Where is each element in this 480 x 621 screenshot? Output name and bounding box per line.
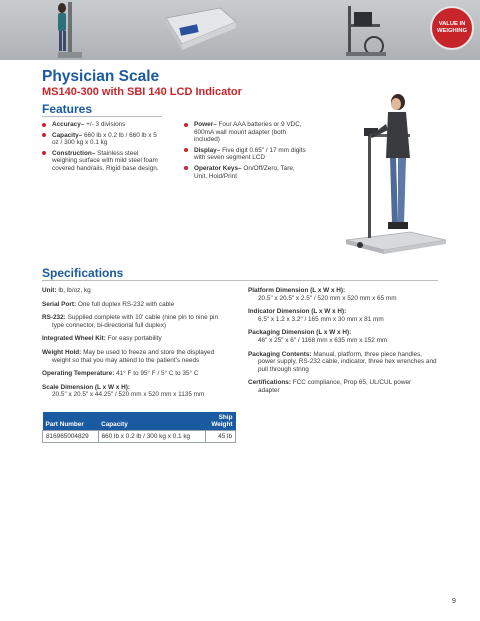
page-title: Physician Scale bbox=[42, 68, 160, 85]
value-in-weighing-badge bbox=[430, 6, 474, 50]
physician-scale-photo bbox=[340, 84, 448, 256]
specifications-divider bbox=[42, 280, 438, 281]
feature-item: Capacity– 660 lb x 0.2 lb / 660 lb x 5 oz / 300 kg x 0.1 kg bbox=[42, 132, 160, 147]
specs-column-left bbox=[42, 287, 242, 399]
spec-packaging-dimension: Packaging Dimension (L x W x H): 46" x 25" x 6" / 1168 mm x 635 mm x 152 mm bbox=[248, 329, 388, 344]
bullet-icon bbox=[184, 166, 188, 170]
spec-scale-dimension: Scale Dimension (L x W x H): 20.5" x 20.5" x 44.25" / 520 mm x 520 mm x 1135 mm bbox=[42, 383, 205, 399]
bullet-icon bbox=[184, 148, 188, 152]
header-ship-weight: Ship Weight bbox=[205, 412, 235, 431]
specifications-heading: Specifications bbox=[42, 266, 124, 280]
features-heading: Features bbox=[42, 102, 93, 116]
bullet-icon bbox=[42, 151, 46, 155]
features-list-right bbox=[184, 121, 306, 183]
cell-capacity: 660 lb x 0.2 lb / 300 kg x 0.1 kg bbox=[98, 431, 205, 443]
table-row bbox=[43, 431, 236, 443]
top-banner bbox=[0, 0, 480, 60]
spec-packaging-contents: Packaging Contents: Manual, platform, three piece handles, power supply, RS-232 cable, indicator, three hex wrenches and pull through string bbox=[248, 350, 437, 373]
header-part-number: Part Number bbox=[43, 412, 99, 431]
feature-item: Power– Four AAA batteries or 9 VDC, 600mA wall mount adapter (both included) bbox=[184, 121, 306, 144]
model-subtitle: MS140-300 with SBI 140 LCD Indicator bbox=[42, 86, 242, 98]
badge-line-2: WEIGHING bbox=[437, 28, 467, 34]
feature-item: Construction– Stainless steel weighing surface with mild steel foam covered handrails. Rigid base design. bbox=[42, 150, 160, 173]
specs-column-right bbox=[248, 287, 444, 395]
spec-operating-temp: Operating Temperature: 41° F to 95° F / 5° C to 35° C bbox=[42, 370, 199, 378]
feature-item: Accuracy– +/- 3 divisions bbox=[42, 121, 160, 129]
table-header-row bbox=[43, 412, 236, 431]
part-number-table bbox=[42, 412, 236, 443]
feature-item: Display– Five digit 0.65" / 17 mm digits with seven segment LCD bbox=[184, 147, 306, 162]
page-number: 9 bbox=[452, 598, 456, 605]
features-divider bbox=[42, 116, 162, 117]
digital-scale-image bbox=[160, 4, 240, 54]
spec-certifications: Certifications: FCC compliance, Prop 65, UL/CUL power adapter bbox=[248, 379, 412, 394]
bullet-icon bbox=[42, 133, 46, 137]
bullet-icon bbox=[184, 123, 188, 127]
wheelchair-scale-image bbox=[344, 2, 390, 58]
spec-platform-dimension: Platform Dimension (L x W x H): 20.5" x 20.5" x 2.5" / 520 mm x 520 mm x 65 mm bbox=[248, 287, 397, 302]
spec-weight-hold: Weight Hold: May be used to freeze and store the displayed weight so that you may attend to the patient's needs bbox=[42, 348, 215, 364]
spec-serial-port: Serial Port: One full duplex RS-232 with cable bbox=[42, 300, 175, 308]
spec-indicator-dimension: Indicator Dimension (L x W x H): 6.5" x 1.2 x 3.2" / 165 mm x 30 mm x 81 mm bbox=[248, 308, 384, 323]
header-capacity: Capacity bbox=[98, 412, 205, 431]
spec-rs232: RS-232: Supplied complete with 10' cable (nine pin to nine pin type connector, bi-directional full duplex) bbox=[42, 314, 219, 329]
spec-unit: Unit: lb, lb/oz, kg bbox=[42, 287, 91, 294]
cell-part-number: 816965004829 bbox=[43, 431, 99, 443]
cell-ship-weight: 45 lb bbox=[205, 431, 235, 443]
features-list-left bbox=[42, 121, 160, 176]
column-scale-image bbox=[50, 0, 90, 60]
badge-line-1: VALUE IN bbox=[438, 21, 466, 27]
bullet-icon bbox=[42, 123, 46, 127]
spec-wheel-kit: Integrated Wheel Kit: For easy portability bbox=[42, 335, 162, 343]
feature-item: Operator Keys– On/Off/Zero, Tare, Unit, Hold/Print bbox=[184, 165, 306, 180]
